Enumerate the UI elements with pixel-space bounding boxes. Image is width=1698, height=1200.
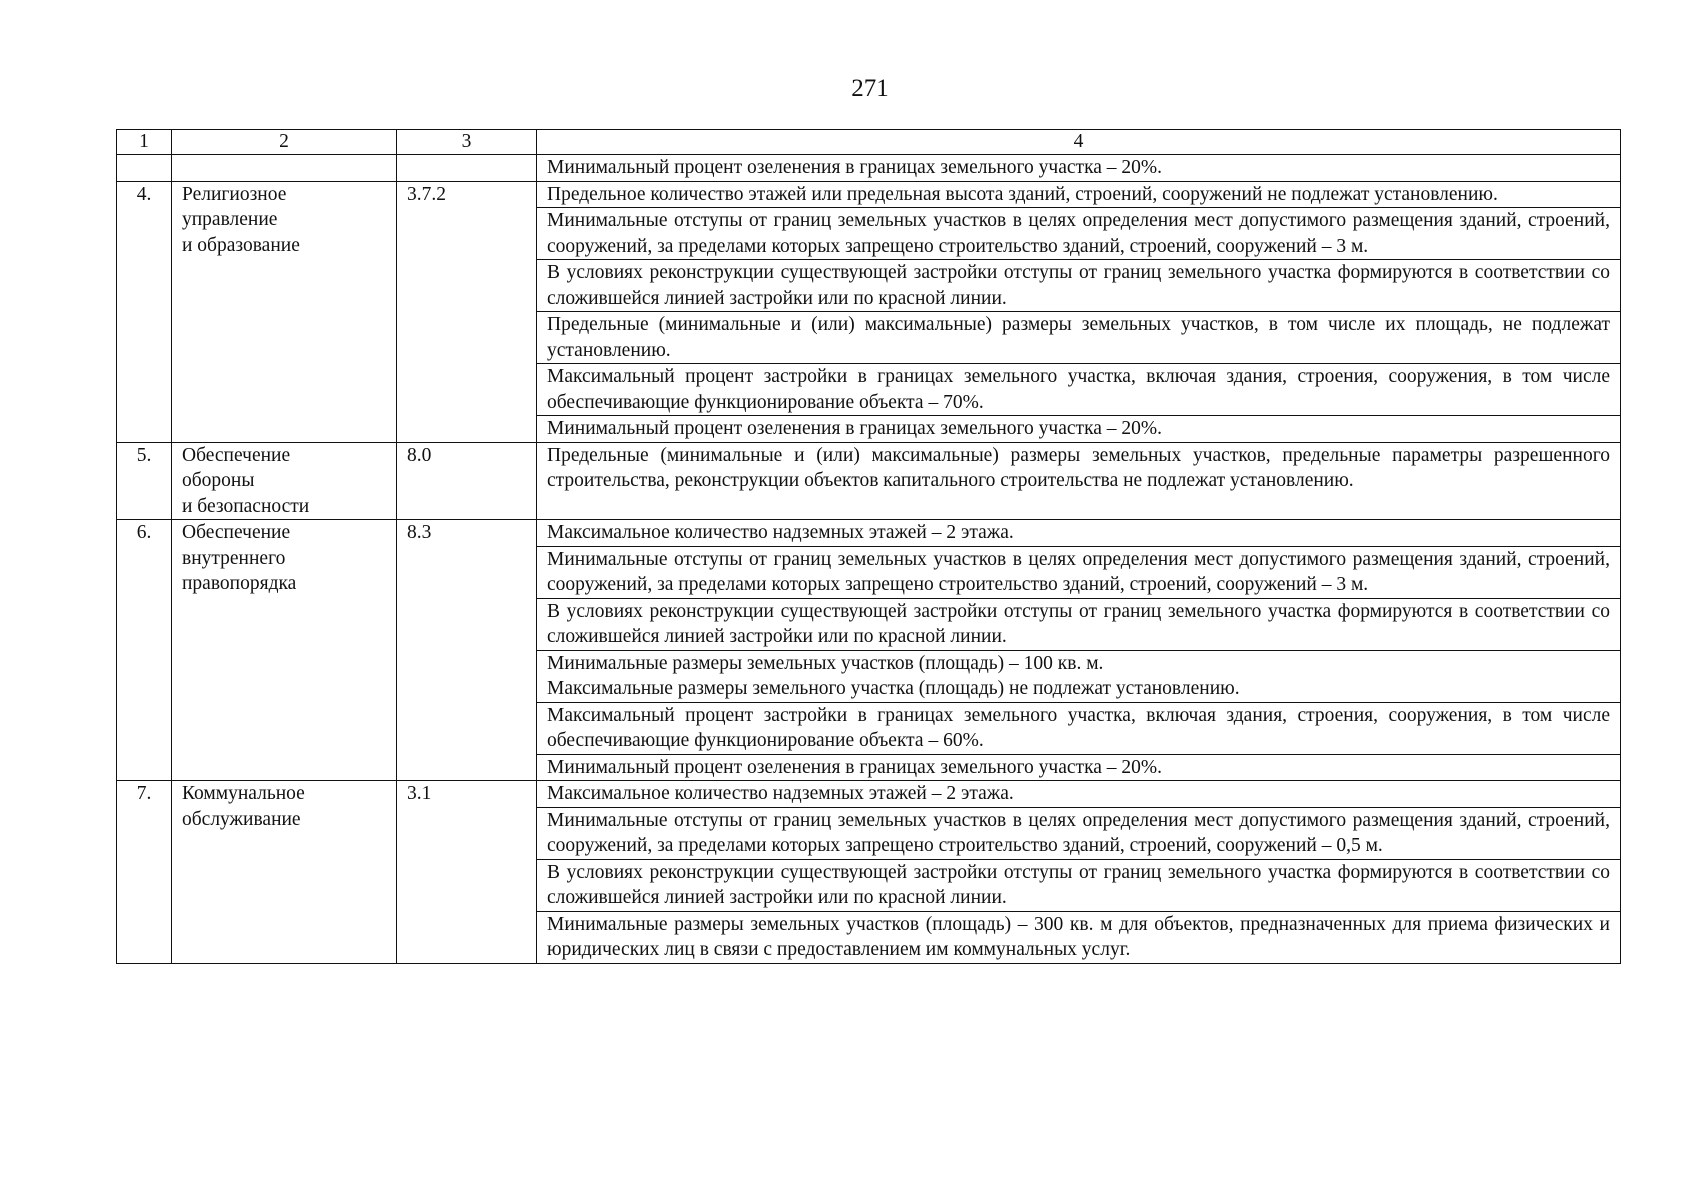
regulations-table [116, 129, 1621, 964]
page-number: 271 [851, 75, 889, 102]
param-line: Максимальные размеры земельного участка (площадь) не подлежат установлению. [547, 678, 1240, 699]
use-type-name-line: Обеспечение [182, 522, 291, 543]
param-cell: Предельные (минимальные и (или) максимальные) размеры земельных участков, предельные параметры разрешенного строительства, реконструкции объектов капитального строительства не подлежат установлению. [537, 442, 1621, 520]
header-col-1: 1 [117, 130, 172, 155]
cont-code-cell [397, 155, 537, 182]
use-type-code: 8.3 [397, 520, 537, 781]
param-cell: В условиях реконструкции существующей застройки отступы от границ земельного участка формируются в соответствии со сложившейся линией застройки или по красной линии. [537, 598, 1621, 650]
use-type-name-line: Обеспечение [182, 444, 291, 466]
table-row [117, 520, 1621, 547]
use-type-code: 8.0 [397, 442, 537, 520]
param-cell: Максимальный процент застройки в границах земельного участка, включая здания, строения, сооружения, в том числе обеспечивающие функционирование объекта – 60%. [537, 702, 1621, 754]
param-cell: Минимальные размеры земельных участков (площадь) – 300 кв. м для объектов, предназначенных для приема физических и юридических лиц в связи с предоставлением им коммунальных услуг. [537, 911, 1621, 963]
row-number: 6. [117, 520, 172, 781]
use-type-name [172, 442, 397, 520]
use-type-name-line: правопорядка [182, 573, 297, 594]
use-type-name-line: Религиозное [182, 183, 287, 205]
param-cell: Минимальные отступы от границ земельных участков в целях определения мест допустимого размещения зданий, строений, сооружений, за пределами которых запрещено строительство зданий, строений, сооружений – 0,5 м. [537, 807, 1621, 859]
use-type-name [172, 520, 397, 781]
param-cell: Минимальные отступы от границ земельных участков в целях определения мест допустимого размещения зданий, строений, сооружений, за пределами которых запрещено строительство зданий, строений, сооружений – 3 м. [537, 208, 1621, 260]
cont-name-cell [172, 155, 397, 182]
row-number: 5. [117, 442, 172, 520]
use-type-name-line: и образование [182, 234, 300, 256]
table-row [117, 442, 1621, 520]
param-cell: В условиях реконструкции существующей застройки отступы от границ земельного участка формируются в соответствии со сложившейся линией застройки или по красной линии. [537, 260, 1621, 312]
cont-num-cell [117, 155, 172, 182]
param-cell: Предельное количество этажей или предельная высота зданий, строений, сооружений не подлежат установлению. [537, 181, 1621, 208]
param-cell: Предельные (минимальные и (или) максимальные) размеры земельных участков, в том числе их площадь, не подлежат установлению. [537, 312, 1621, 364]
table-row [117, 781, 1621, 808]
use-type-name [172, 781, 397, 964]
header-col-4: 4 [537, 130, 1621, 155]
use-type-name-line: обслуживание [182, 808, 301, 830]
use-type-name-line: обороны [182, 470, 255, 491]
header-col-3: 3 [397, 130, 537, 155]
table-header-row [117, 130, 1621, 155]
param-cell: Минимальный процент озеленения в границах земельного участка – 20%. [537, 416, 1621, 443]
use-type-name-line: управление [182, 209, 278, 230]
param-cell: Максимальное количество надземных этажей – 2 этажа. [537, 520, 1621, 547]
use-type-code: 3.1 [397, 781, 537, 964]
param-cell: Минимальный процент озеленения в границах земельного участка – 20%. [537, 754, 1621, 781]
use-type-name [172, 181, 397, 442]
use-type-code: 3.7.2 [397, 181, 537, 442]
row-number: 4. [117, 181, 172, 442]
use-type-name-line: внутреннего [182, 547, 286, 569]
row-number: 7. [117, 781, 172, 964]
param-cell: Максимальный процент застройки в границах земельного участка, включая здания, строения, сооружения, в том числе обеспечивающие функционирование объекта – 70%. [537, 364, 1621, 416]
use-type-name-line: и безопасности [182, 495, 310, 517]
header-col-2: 2 [172, 130, 397, 155]
use-type-name-line: Коммунальное [182, 783, 305, 804]
param-cell: В условиях реконструкции существующей застройки отступы от границ земельного участка формируются в соответствии со сложившейся линией застройки или по красной линии. [537, 859, 1621, 911]
table-row-continuation [117, 155, 1621, 182]
table-row [117, 181, 1621, 208]
param-cell: Минимальные отступы от границ земельных участков в целях определения мест допустимого размещения зданий, строений, сооружений, за пределами которых запрещено строительство зданий, строений, сооружений – 3 м. [537, 546, 1621, 598]
param-cell [537, 650, 1621, 702]
param-cell: Максимальное количество надземных этажей – 2 этажа. [537, 781, 1621, 808]
param-cell: Минимальный процент озеленения в границах земельного участка – 20%. [537, 155, 1621, 182]
param-line: Минимальные размеры земельных участков (площадь) – 100 кв. м. [547, 652, 1104, 674]
